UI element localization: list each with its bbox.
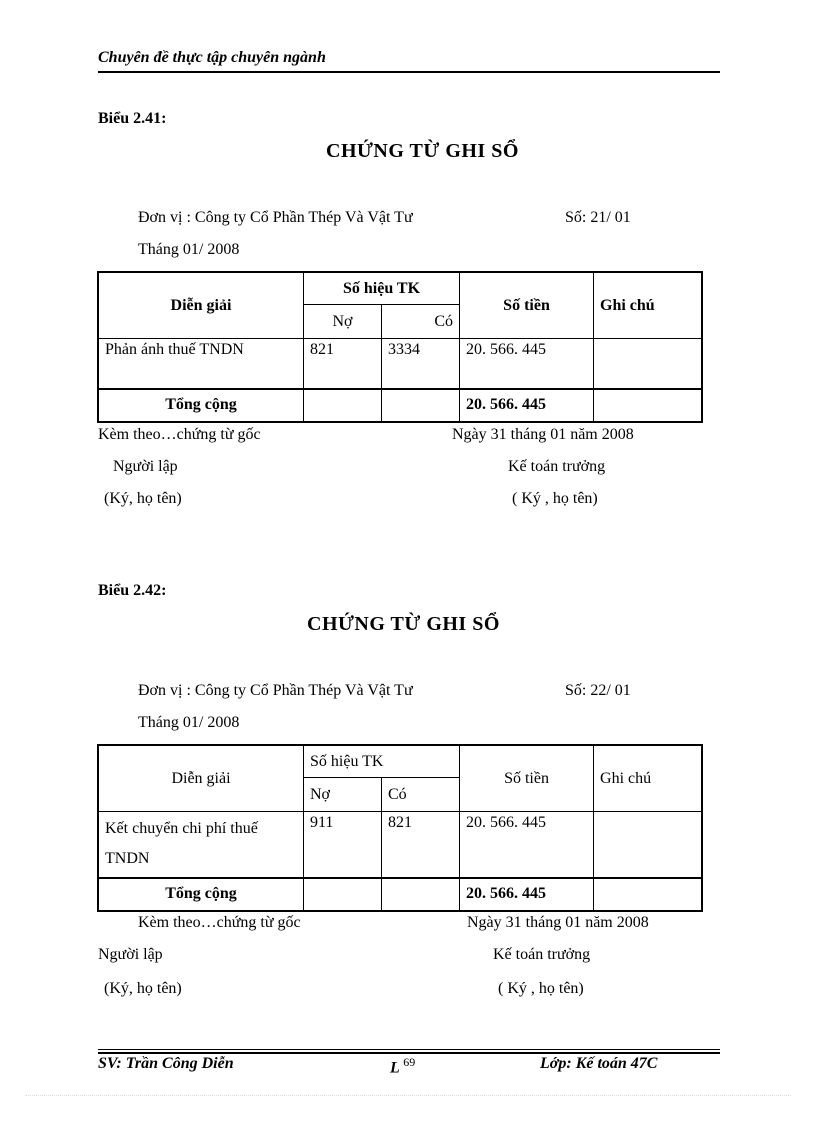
- voucher1-date: Ngày 31 tháng 01 năm 2008: [452, 426, 634, 443]
- v2-col-credit: Có: [382, 778, 460, 812]
- v1-col-credit: Có: [382, 305, 460, 339]
- voucher1-number: Số: 21/ 01: [565, 209, 631, 226]
- v2-col-debit: Nợ: [304, 778, 382, 812]
- voucher1-chief-accountant: Kế toán trưởng: [508, 458, 606, 475]
- voucher1-label: Biểu 2.41:: [98, 110, 167, 127]
- v2-row-description-line1: Kết chuyển chi phí thuế: [105, 820, 258, 837]
- v2-col-description: Diễn giải: [99, 746, 304, 812]
- v1-col-account-no: Số hiệu TK: [304, 273, 460, 305]
- voucher2-month: Tháng 01/ 2008: [138, 714, 240, 731]
- voucher2-chief-sign: ( Ký , họ tên): [498, 980, 584, 997]
- v1-row-amount: 20. 566. 445: [460, 339, 594, 389]
- v2-row-amount: 20. 566. 445: [460, 812, 594, 878]
- v1-row-credit: 3334: [382, 339, 460, 389]
- footer-rule-thin: [98, 1049, 720, 1050]
- voucher1-title: CHỨNG TỪ GHI SỔ: [326, 140, 519, 162]
- v2-total-note: [594, 878, 702, 911]
- v1-row-note: [594, 339, 702, 389]
- footer-page-number: 69: [403, 1055, 416, 1069]
- voucher2-title: CHỨNG TỪ GHI SỔ: [307, 613, 500, 635]
- voucher1-table: [98, 272, 702, 422]
- voucher2-attached: Kèm theo…chứng từ gốc: [138, 914, 301, 931]
- v1-col-amount: Số tiền: [460, 273, 594, 339]
- v1-col-note: Ghi chú: [594, 273, 702, 339]
- voucher2-unit: Đơn vị : Công ty Cổ Phần Thép Và Vật Tư: [138, 682, 413, 699]
- v2-total-amount: 20. 566. 445: [460, 878, 594, 911]
- v1-row-debit: 821: [304, 339, 382, 389]
- v2-row-credit: 821: [382, 812, 460, 878]
- v2-row-description-line2: TNDN: [105, 850, 150, 867]
- header-rule: [98, 71, 720, 73]
- v1-total-credit: [382, 389, 460, 422]
- voucher1-month: Tháng 01/ 2008: [138, 241, 240, 258]
- v2-total-credit: [382, 878, 460, 911]
- v2-row-debit: 911: [304, 812, 382, 878]
- voucher2-table: [98, 745, 702, 911]
- voucher2-preparer-sign: (Ký, họ tên): [104, 980, 182, 997]
- page-header: Chuyên đề thực tập chuyên ngành: [98, 49, 326, 66]
- footer-class: Lớp: Kế toán 47C: [540, 1055, 658, 1072]
- v1-total-note: [594, 389, 702, 422]
- page-bottom-dots: [25, 1095, 791, 1096]
- voucher1-preparer: Người lập: [113, 458, 178, 475]
- v2-col-note: Ghi chú: [594, 746, 702, 812]
- voucher2-label: Biểu 2.42:: [98, 582, 167, 599]
- v2-total-debit: [304, 878, 382, 911]
- voucher1-unit: Đơn vị : Công ty Cổ Phần Thép Và Vật Tư: [138, 209, 413, 226]
- voucher1-attached: Kèm theo…chứng từ gốc: [98, 426, 261, 443]
- voucher2-date: Ngày 31 tháng 01 năm 2008: [467, 914, 649, 931]
- footer-page-prefix: L: [390, 1059, 400, 1077]
- v2-col-account-no: Số hiệu TK: [304, 746, 460, 778]
- footer-student: SV: Trần Công Diễn: [98, 1055, 234, 1072]
- v1-col-description: Diễn giải: [99, 273, 304, 339]
- v2-total-label: Tổng cộng: [99, 878, 304, 911]
- footer-rule-thick: [98, 1052, 720, 1054]
- v1-total-debit: [304, 389, 382, 422]
- v1-total-label: Tổng cộng: [99, 389, 304, 422]
- v1-row-description: Phản ánh thuế TNDN: [99, 339, 304, 389]
- voucher2-number: Số: 22/ 01: [565, 682, 631, 699]
- v2-row-note: [594, 812, 702, 878]
- v1-col-debit: Nợ: [304, 305, 382, 339]
- footer-page: [390, 1055, 415, 1077]
- voucher2-preparer: Người lập: [98, 946, 163, 963]
- v2-col-amount: Số tiền: [460, 746, 594, 812]
- voucher2-chief-accountant: Kế toán trưởng: [493, 946, 591, 963]
- v2-row-description: [99, 812, 304, 878]
- voucher1-preparer-sign: (Ký, họ tên): [104, 490, 182, 507]
- voucher1-chief-sign: ( Ký , họ tên): [512, 490, 598, 507]
- v1-total-amount: 20. 566. 445: [460, 389, 594, 422]
